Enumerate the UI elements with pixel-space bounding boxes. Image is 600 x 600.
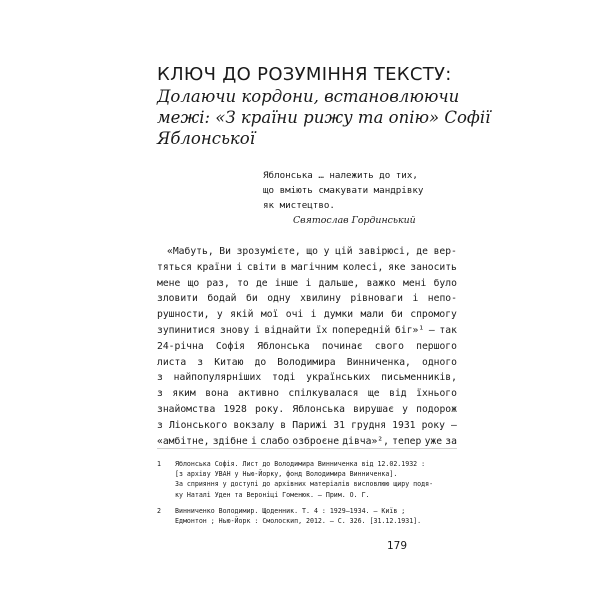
body-word: так	[439, 324, 457, 336]
body-word: українських	[306, 372, 371, 384]
body-word: мені	[403, 277, 427, 289]
page-number: 179	[387, 540, 408, 552]
body-word: віднайти	[264, 324, 312, 336]
body-word: якій	[230, 309, 254, 321]
body-word: було	[433, 277, 457, 289]
body-word: одну	[267, 293, 291, 305]
body-word: мої	[260, 309, 279, 321]
body-word: зупинитися	[157, 324, 216, 336]
subtitle-line: межі: «З країни рижу та опію» Софії	[157, 108, 491, 127]
body-word: Яблонська	[257, 340, 310, 352]
body-word: попередній	[332, 324, 391, 336]
footnote-line: ку Наталі Уден та Вероніці Гоменюк. — Прим. О. Г.	[175, 490, 370, 499]
body-word: спілкувалася	[288, 388, 359, 400]
body-line	[157, 434, 457, 450]
body-line	[157, 276, 457, 292]
body-word: грудня	[351, 419, 387, 431]
body-word: активно	[238, 388, 279, 400]
body-word: би	[246, 293, 258, 305]
body-word: їх	[315, 324, 328, 336]
footnote	[157, 459, 457, 500]
body-word: бодай	[207, 293, 237, 305]
body-word: слабо	[260, 435, 290, 447]
body-word: з	[157, 372, 163, 384]
chapter-title: КЛЮЧ ДО РОЗУМІННЯ ТЕКСТУ:	[157, 64, 452, 85]
body-word: Софія	[215, 340, 245, 352]
body-line	[157, 355, 457, 371]
body-word: найпопулярніших	[173, 372, 262, 384]
footnote-line: За сприяння у доступі до архівних матеріалів висловлюю щиру подя-	[175, 480, 434, 489]
body-word: подорож	[416, 403, 457, 415]
epigraph	[263, 168, 463, 228]
body-word: їхнього	[416, 388, 457, 400]
body-word: у	[216, 309, 223, 321]
body-word: з	[157, 388, 163, 400]
body-word: зловити	[157, 293, 198, 305]
body-word: в	[280, 261, 287, 273]
body-word: зрозумієте,	[236, 246, 301, 257]
body-word: де	[255, 277, 268, 289]
body-word: 1931	[392, 419, 416, 431]
body-word: би	[391, 309, 403, 321]
body-word: одного	[422, 356, 457, 368]
footnote-text	[175, 459, 457, 500]
body-word: у	[402, 403, 408, 415]
body-word: заносить	[410, 261, 457, 273]
body-word: Ліонського	[168, 419, 228, 431]
body-word: рушности,	[157, 309, 210, 321]
body-word: до	[254, 356, 267, 368]
body-word: дівча»²,	[342, 435, 389, 447]
footnote-line: Едмонтон ; Нью-Йорк : Смолоскип, 2012. — С. 326. [31.12.1931].	[175, 517, 422, 526]
body-word: дальше,	[318, 277, 360, 289]
body-word: Яблонська	[292, 403, 345, 415]
body-word: свого	[374, 340, 404, 352]
chapter-subtitle	[157, 86, 491, 149]
body-line	[157, 386, 457, 402]
body-word: з	[197, 356, 204, 368]
body-word: колесі,	[342, 261, 384, 273]
body-word: знайомства	[157, 403, 216, 415]
body-word: тяться	[157, 261, 192, 273]
body-word: рівноваги	[350, 293, 403, 305]
body-line	[157, 260, 457, 276]
body-word: мене	[157, 277, 181, 289]
body-word: раз,	[206, 277, 230, 289]
body-word: думки	[323, 309, 354, 321]
body-word: —	[451, 419, 457, 431]
body-word: вер-	[433, 246, 457, 257]
body-line	[157, 370, 457, 386]
body-word: Китаю	[214, 356, 244, 368]
body-word: біг»¹	[395, 324, 425, 336]
epigraph-line: як мистецтво.	[263, 200, 335, 211]
body-word: Ви	[219, 246, 231, 257]
body-word: року.	[255, 403, 285, 415]
body-word: 24-річна	[157, 340, 204, 352]
body-word: тепер	[392, 435, 422, 447]
body-word: здібне	[212, 435, 248, 447]
body-word: в	[280, 419, 287, 431]
body-word: вирушає	[353, 403, 394, 415]
body-word: і	[305, 277, 312, 289]
footnote-divider	[157, 448, 457, 449]
body-word: і	[236, 261, 243, 273]
body-word: мали	[360, 309, 384, 321]
body-word: що	[187, 277, 200, 289]
body-word: тоді	[272, 372, 296, 384]
body-word: Винниченка,	[346, 356, 411, 368]
footnote-line: Яблонська Софія. Лист до Володимира Винниченка від 12.02.1932 :	[175, 460, 426, 468]
body-word: країни	[196, 261, 232, 273]
body-word: у	[323, 246, 330, 257]
subtitle-line: Долаючи кордони, встановлюючи	[157, 87, 460, 106]
body-word: Володимира	[277, 356, 336, 368]
body-line	[157, 307, 457, 323]
body-word: яким	[172, 388, 196, 400]
body-word: починає	[321, 340, 363, 352]
body-word: 31	[333, 419, 345, 431]
body-word: що	[306, 246, 318, 257]
footnote-text	[175, 506, 457, 526]
subtitle-line: Яблонської	[157, 129, 255, 148]
body-word: року	[421, 419, 445, 431]
body-word: «Мабуть,	[167, 246, 214, 257]
body-word: вокзалу	[233, 419, 275, 431]
body-word: листа	[157, 356, 187, 368]
body-line	[157, 339, 457, 355]
body-word: 1928	[223, 403, 247, 415]
footnote-number: 1	[157, 460, 161, 468]
body-word: де	[416, 246, 428, 257]
body-word: і	[250, 435, 257, 447]
body-line	[157, 402, 457, 418]
body-word: непо-	[427, 293, 457, 305]
body-paragraph	[157, 244, 457, 449]
body-word: —	[428, 324, 435, 336]
body-word: і	[253, 324, 260, 336]
body-word: цій	[335, 246, 353, 257]
body-word: хвилину	[300, 293, 341, 305]
body-line	[157, 418, 457, 434]
body-word: вона	[205, 388, 229, 400]
body-word: Парижі	[292, 419, 328, 431]
body-line	[157, 291, 457, 307]
body-line	[157, 244, 457, 260]
footnotes	[157, 459, 457, 532]
body-word: з	[157, 419, 163, 431]
body-word: спромогу	[410, 309, 457, 321]
footnote-number: 2	[157, 506, 161, 515]
footnote-line: [з архіву УВАН у Нью-Йорку, фонд Володимира Винниченка].	[175, 470, 398, 479]
body-word: завірюсі,	[358, 246, 411, 257]
body-word: то	[237, 277, 249, 289]
body-word: очі	[285, 309, 304, 321]
body-word: ще	[367, 388, 380, 400]
body-word: письменників,	[381, 372, 457, 384]
body-word: магічним	[291, 261, 338, 273]
epigraph-line: що вміють смакувати мандрівку	[263, 185, 424, 196]
body-word: озброєне	[292, 435, 340, 447]
body-word: «амбітне,	[157, 435, 210, 447]
body-word: і	[310, 309, 317, 321]
epigraph-author: Святослав Гординський	[293, 215, 416, 226]
body-line	[157, 323, 457, 339]
body-word: першого	[416, 340, 457, 352]
body-word: від	[389, 388, 407, 400]
body-word: яке	[388, 261, 406, 273]
body-word: і	[412, 293, 419, 305]
body-word: за	[445, 435, 457, 447]
body-word: світи	[246, 261, 277, 273]
body-word: інше	[274, 277, 299, 289]
body-word: знову	[220, 324, 250, 336]
body-word: важко	[366, 277, 396, 289]
epigraph-line: Яблонська … належить до тих,	[263, 170, 418, 181]
footnote-line: Винниченко Володимир. Щоденник. Т. 4 : 1929–1934. — Київ ;	[175, 506, 406, 515]
body-word: уже	[424, 435, 443, 447]
footnote	[157, 506, 457, 526]
